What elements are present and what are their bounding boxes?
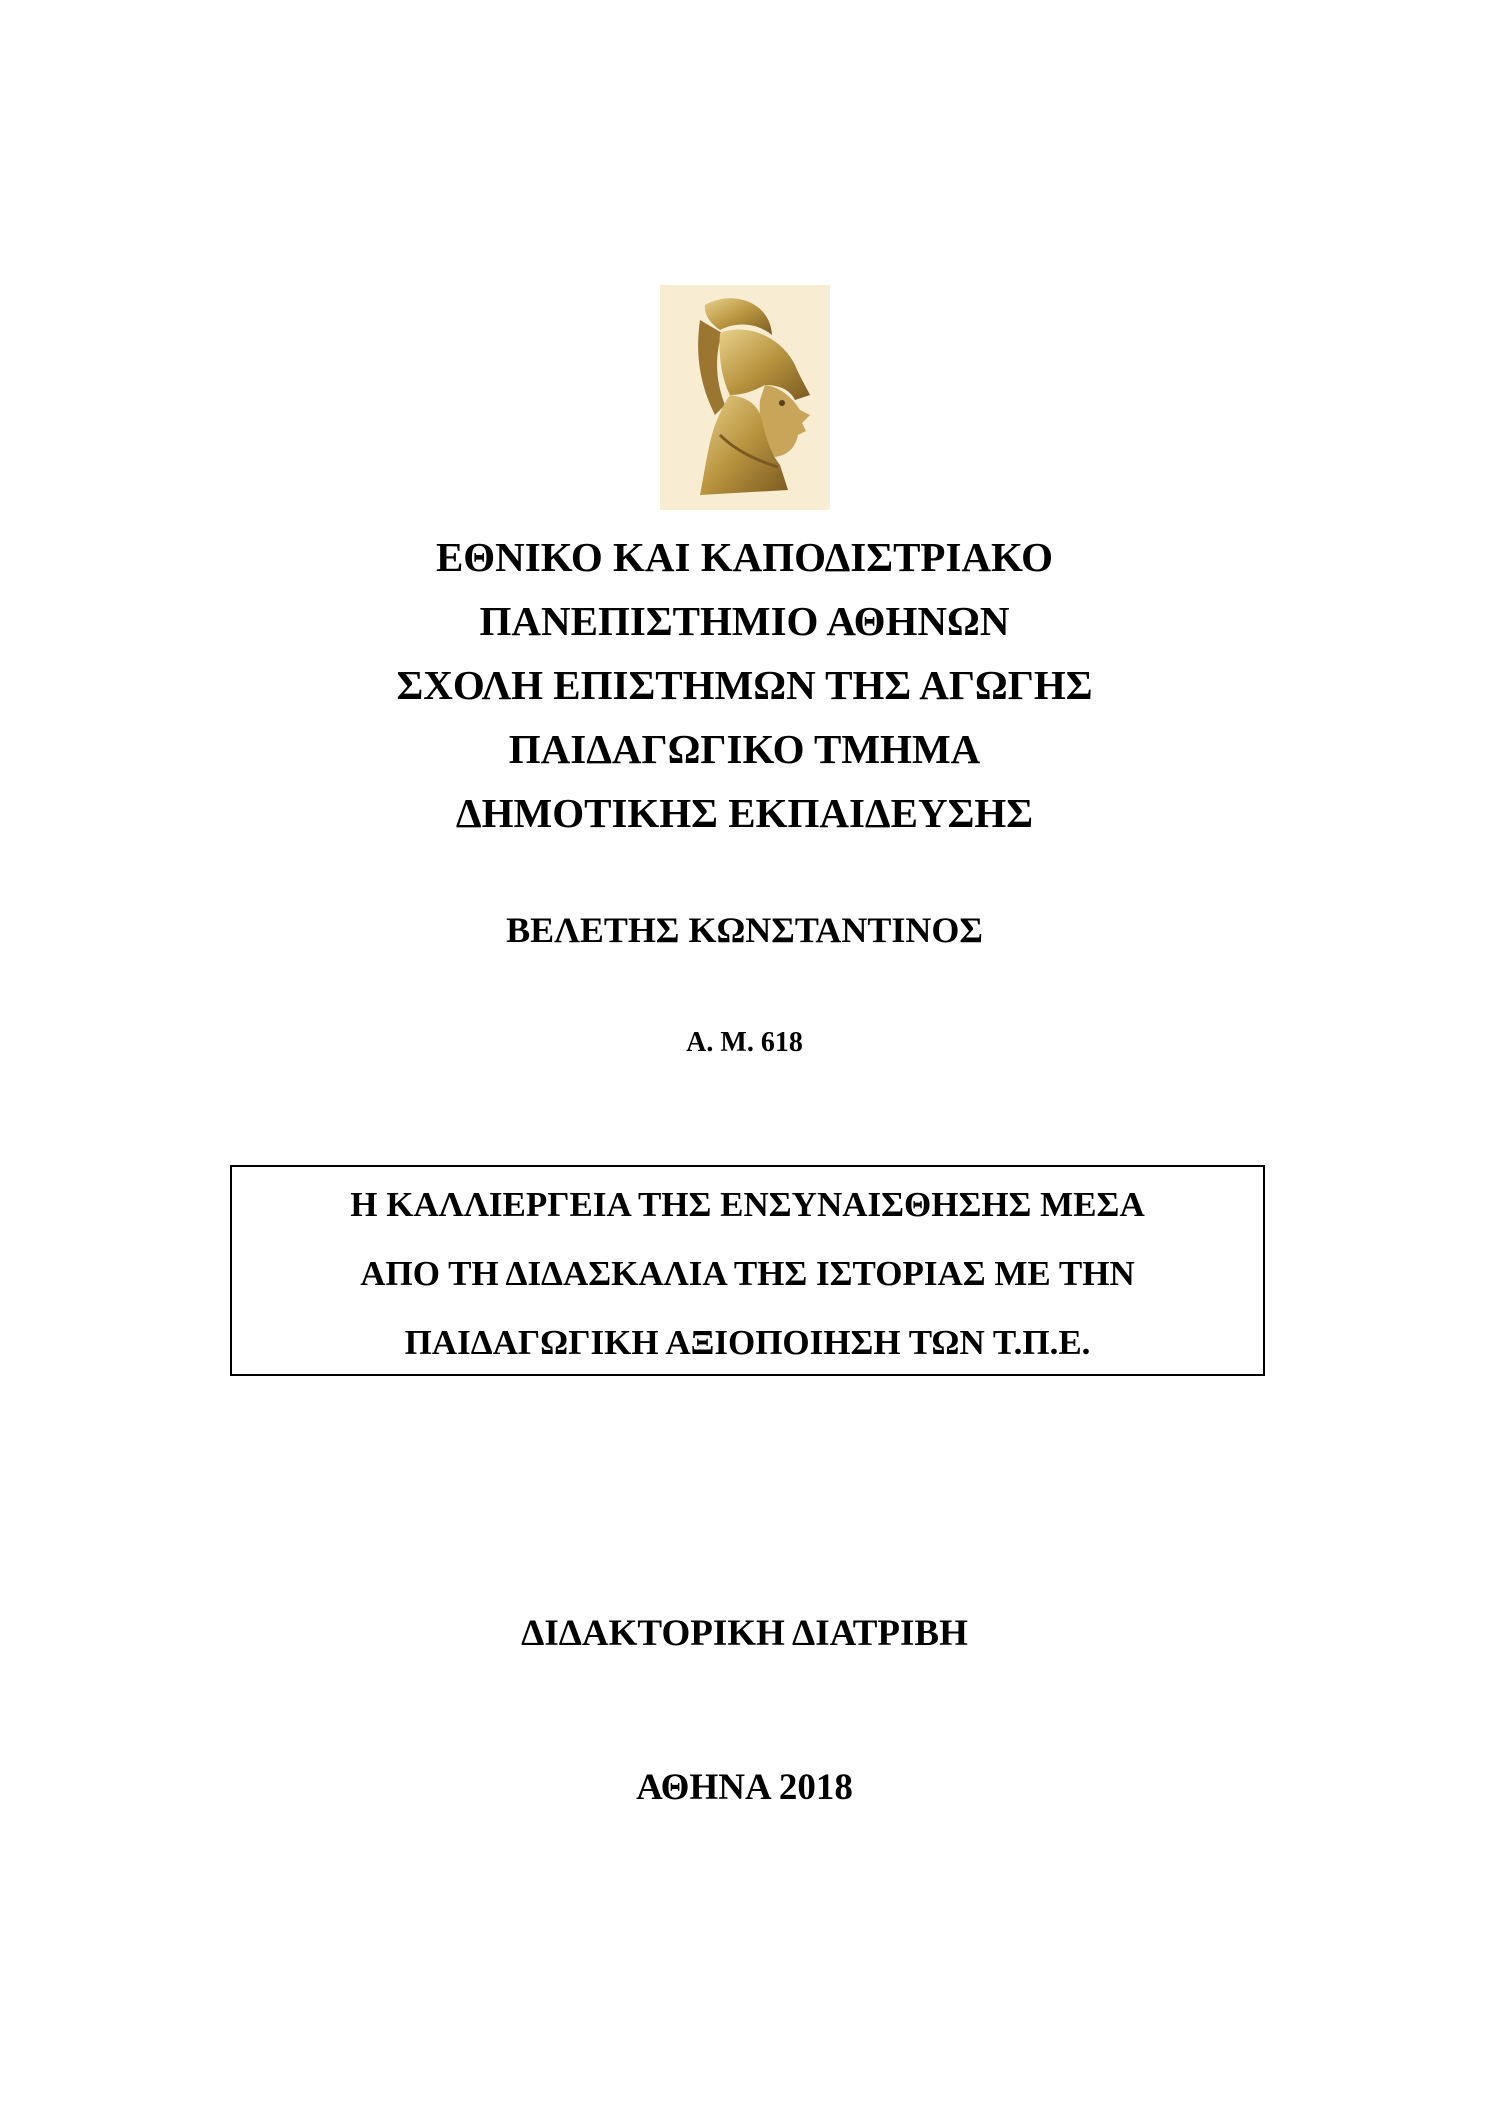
institution-line: ΠΑΙΔΑΓΩΓΙΚΟ ΤΜΗΜΑ xyxy=(508,726,981,772)
institution-line: ΠΑΝΕΠΙΣΤΗΜΙΟ ΑΘΗΝΩΝ xyxy=(479,598,1010,644)
institution-line: ΣΧΟΛΗ ΕΠΙΣΤΗΜΩΝ ΤΗΣ ΑΓΩΓΗΣ xyxy=(396,662,1093,708)
institution-line: ΕΘΝΙΚΟ ΚΑΙ ΚΑΠΟΔΙΣΤΡΙΑΚΟ xyxy=(435,534,1054,580)
thesis-title-line: ΠΑΙΔΑΓΩΓΙΚΗ ΑΞΙΟΠΟΙΗΣΗ ΤΩΝ Τ.Π.Ε. xyxy=(404,1323,1091,1362)
athena-helmet-emblem-icon xyxy=(660,285,830,510)
registration-number: Α. Μ. 618 xyxy=(686,1027,803,1058)
thesis-title-line: ΑΠΟ ΤΗ ΔΙΔΑΣΚΑΛΙΑ ΤΗΣ ΙΣΤΟΡΙΑΣ ΜΕ ΤΗΝ xyxy=(360,1254,1135,1293)
place-year: ΑΘΗΝΑ 2018 xyxy=(636,1767,853,1808)
thesis-title-box xyxy=(230,1165,1265,1376)
degree-type: ΔΙΔΑΚΤΟΡΙΚΗ ΔΙΑΤΡΙΒΗ xyxy=(521,1613,968,1654)
author-name: ΒΕΛΕΤΗΣ ΚΩΝΣΤΑΝΤΙΝΟΣ xyxy=(506,910,983,950)
thesis-title-line: Η ΚΑΛΛΙΕΡΓΕΙΑ ΤΗΣ ΕΝΣΥΝΑΙΣΘΗΣΗΣ ΜΕΣΑ xyxy=(350,1185,1145,1224)
institution-heading xyxy=(0,525,1489,845)
institution-line: ΔΗΜΟΤΙΚΗΣ ΕΚΠΑΙΔΕΥΣΗΣ xyxy=(455,790,1034,836)
